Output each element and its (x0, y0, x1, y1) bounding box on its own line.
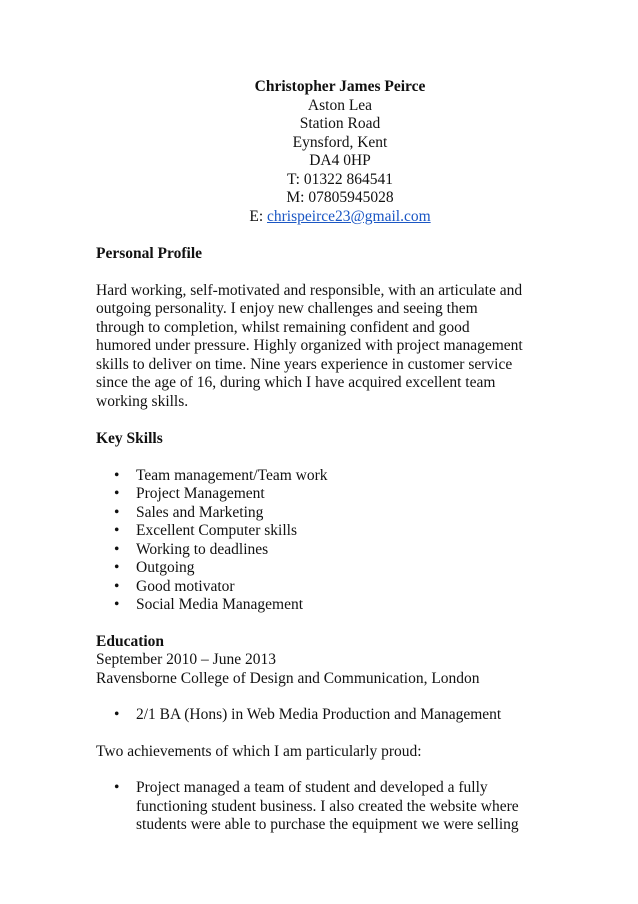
mobile-number: M: 07805945028 (286, 189, 394, 206)
profile-line: Hard working, self-motivated and responsible, with an articulate and (96, 281, 523, 299)
profile-line: humored under pressure. Highly organized with project management (96, 337, 523, 354)
section-title-profile: Personal Profile (96, 245, 203, 262)
degree-list (96, 706, 542, 725)
bullet-icon: • (114, 706, 120, 723)
email-link[interactable]: chrispeirce23@gmail.com (267, 207, 431, 225)
bullet-icon: • (114, 466, 120, 484)
list-item: • Good motivator (114, 577, 235, 595)
bullet-icon: • (114, 522, 120, 539)
list-item: • Outgoing (114, 559, 195, 576)
address-line: DA4 0HP (309, 152, 371, 169)
bullet-icon: • (114, 596, 120, 613)
phone-number: T: 01322 864541 (286, 170, 393, 188)
address-line: Eynsford, Kent (292, 133, 388, 151)
bullet-icon: • (114, 577, 120, 595)
list-item: • 2/1 BA (Hons) in Web Media Production and Management (114, 706, 502, 723)
list-item: • Working to deadlines (114, 540, 269, 558)
list-item: • Project managed a team of student and developed a fully functioning student business. I also created the website where students were able to purchase the equipment we were selling (114, 779, 519, 833)
education-dates: September 2010 – June 2013 (96, 651, 276, 668)
profile-line: outgoing personality. I enjoy new challenges and seeing them (96, 300, 478, 317)
bullet-icon: • (114, 503, 120, 521)
skills-list (96, 467, 542, 615)
section-title-education: Education (96, 632, 165, 650)
bullet-icon: • (114, 559, 120, 576)
email-prefix: E: (249, 207, 268, 225)
bullet-icon: • (114, 485, 120, 502)
profile-paragraph (96, 282, 542, 412)
list-item: • Social Media Management (114, 596, 304, 613)
candidate-name: Christopher James Peirce (254, 78, 426, 95)
profile-line: skills to deliver on time. Nine years experience in customer service (96, 355, 513, 373)
achievements-list (96, 779, 542, 835)
contact-header (138, 78, 542, 226)
bullet-icon: • (114, 540, 120, 558)
address-line: Aston Lea (307, 96, 373, 114)
email-line (138, 208, 542, 227)
education-institution: Ravensborne College of Design and Communication, London (96, 669, 480, 687)
list-item: • Sales and Marketing (114, 503, 264, 521)
list-item: • Project Management (114, 485, 265, 502)
profile-line: through to completion, whilst remaining confident and good (96, 318, 470, 336)
achievements-intro: Two achievements of which I am particularly proud: (96, 742, 422, 760)
list-item: • Excellent Computer skills (114, 522, 298, 539)
section-title-skills: Key Skills (96, 430, 163, 447)
profile-line: working skills. (96, 392, 189, 410)
list-item: • Team management/Team work (114, 466, 328, 484)
address-line: Station Road (299, 115, 381, 132)
profile-line: since the age of 16, during which I have acquired excellent team (96, 374, 496, 391)
bullet-icon: • (114, 779, 120, 796)
